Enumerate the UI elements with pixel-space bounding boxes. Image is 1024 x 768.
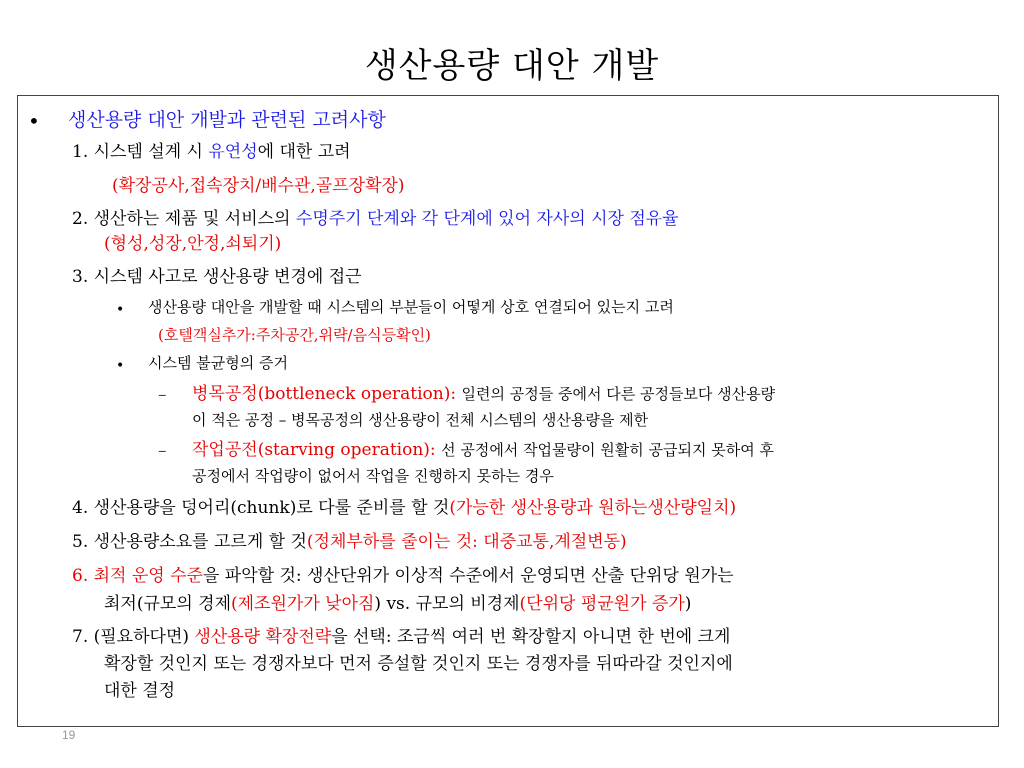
item-6-part-b: (제조원가가 낮아짐 bbox=[231, 594, 375, 614]
bottleneck-label: 병목공정(bottleneck operation): bbox=[192, 384, 462, 404]
page-number: 19 bbox=[62, 728, 76, 742]
item-7-line-2: 확장할 것인지 또는 경쟁자보다 먼저 증설할 것인지 또는 경쟁자를 뒤따라갈 것인지에 bbox=[104, 654, 733, 674]
item-5-lead: 5. 생산용량소요를 고르게 할 것 bbox=[72, 532, 307, 552]
starving-text-1: 선 공정에서 작업물량이 원활히 공급되지 못하여 후 bbox=[441, 441, 774, 459]
item-2-emphasis: 수명주기 단계와 각 단계에 있어 자사의 시장 점유율 bbox=[295, 209, 679, 229]
sub-bullet-dot-icon: • bbox=[116, 358, 125, 374]
item-2 bbox=[72, 211, 679, 228]
item-3: 3. 시스템 사고로 생산용량 변경에 접근 bbox=[72, 267, 362, 287]
dash-icon: – bbox=[158, 385, 167, 405]
slide-title: 생산용량 대안 개발 bbox=[364, 46, 660, 86]
item-6-part-d: (단위당 평균원가 증가 bbox=[519, 594, 685, 614]
item-1 bbox=[72, 144, 351, 161]
item-4 bbox=[72, 500, 736, 517]
item-3-sub-1-note: (호텔객실추가:주차공간,위략/음식등확인) bbox=[158, 326, 431, 344]
item-3-sub-2: 시스템 불균형의 증거 bbox=[148, 354, 288, 372]
item-1-note: (확장공사,접속장치/배수관,골프장확장) bbox=[112, 176, 405, 196]
item-2-lead: 2. 생산하는 제품 및 서비스의 bbox=[72, 209, 296, 229]
item-1-emphasis: 유연성 bbox=[208, 142, 258, 162]
dash-icon: – bbox=[158, 441, 167, 461]
item-6-part-a: 최저(규모의 경제 bbox=[104, 594, 231, 614]
item-5 bbox=[72, 534, 627, 551]
bullet-dot-icon: • bbox=[28, 109, 40, 133]
item-7-lead: 7. (필요하다면) bbox=[72, 627, 195, 647]
item-6 bbox=[72, 568, 734, 585]
sub-bullet-dot-icon: • bbox=[116, 302, 125, 318]
bottleneck-text-1: 일련의 공정들 중에서 다른 공정들보다 생산용량 bbox=[461, 385, 776, 403]
item-7-text: 을 선택: 조금씩 여러 번 확장할지 아니면 한 번에 크게 bbox=[331, 627, 731, 647]
item-1-lead: 1. 시스템 설계 시 bbox=[72, 142, 209, 162]
item-4-note: (가능한 생산용량과 원하는생산량일치) bbox=[449, 498, 737, 518]
item-1-tail: 에 대한 고려 bbox=[257, 142, 351, 162]
item-4-lead: 4. 생산용량을 덩어리(chunk)로 다룰 준비를 할 것 bbox=[72, 498, 450, 518]
bottleneck-text-2: 이 적은 공정 – 병목공정의 생산용량이 전체 시스템의 생산용량을 제한 bbox=[192, 411, 649, 429]
starving-label: 작업공전(starving operation): bbox=[192, 440, 442, 460]
item-6-part-c: ) vs. 규모의 비경제 bbox=[374, 594, 520, 614]
dash-item-bottleneck bbox=[192, 386, 775, 403]
item-3-sub-1: 생산용량 대안을 개발할 때 시스템의 부분들이 어떻게 상호 연결되어 있는지 고려 bbox=[148, 298, 674, 316]
item-6-part-e: ) bbox=[684, 594, 692, 614]
item-7-emphasis: 생산용량 확장전략 bbox=[194, 627, 332, 647]
item-7-line-3: 대한 결정 bbox=[104, 681, 176, 701]
item-7 bbox=[72, 629, 730, 646]
item-6-text: 을 파악할 것: 생산단위가 이상적 수준에서 운영되면 산출 단위당 원가는 bbox=[202, 566, 734, 586]
item-2-note: (형성,성장,안정,쇠퇴기) bbox=[104, 234, 282, 254]
item-6-emphasis: 6. 최적 운영 수준 bbox=[72, 566, 203, 586]
item-5-note: (정체부하를 줄이는 것: 대중교통,계절변동) bbox=[306, 532, 627, 552]
item-6-line-2 bbox=[104, 596, 691, 613]
dash-item-starving bbox=[192, 442, 774, 459]
starving-text-2: 공정에서 작업량이 없어서 작업을 진행하지 못하는 경우 bbox=[192, 467, 554, 485]
section-heading: 생산용량 대안 개발과 관련된 고려사항 bbox=[68, 109, 386, 131]
